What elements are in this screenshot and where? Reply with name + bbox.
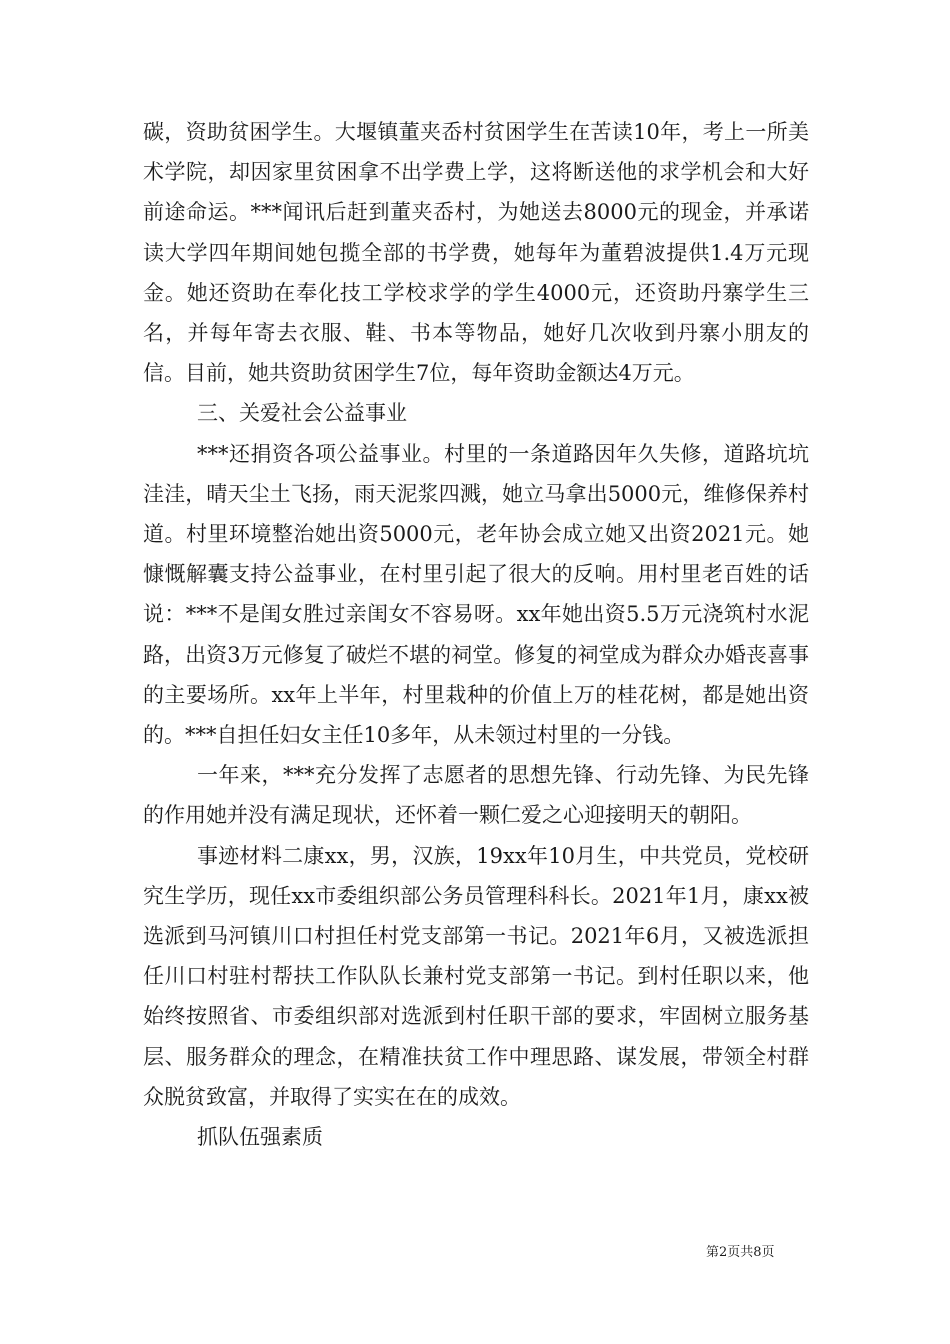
page-number: 第2页共8页 (706, 1245, 775, 1260)
paragraph-summary: 一年来，***充分发挥了志愿者的思想先锋、行动先锋、为民先锋的作用她并没有满足现状，还怀着一颗仁爱之心迎接明天的朝阳。 (143, 763, 809, 828)
paragraph-material-two: 事迹材料二康xx，男，汉族，19xx年10月生，中共党员，党校研究生学历，现任xx市委组织部公务员管理科科长。2021年1月，康xx被选派到马河镇川口村担任村党支部第一书记。2021年6月，又被选派担任川口村驻村帮扶工作队队长兼村党支部第一书记。到村任职以来，他始终按照省、市委组织部对选派到村任职干部的要求，牢固树立服务基层、服务群众的理念，在精准扶贫工作中理思路、谋发展，带领全村群众脱贫致富，并取得了实实在在的成效。 (143, 843, 809, 1109)
document-body (143, 112, 809, 1157)
section-heading-public-welfare: 三、关爱社会公益事业 (197, 401, 407, 426)
paragraph-public-welfare: ***还捐资各项公益事业。村里的一条道路因年久失修，道路坑坑洼洼，晴天尘土飞扬，雨天泥浆四溅，她立马拿出5000元，维修保养村道。村里环境整治她出资5000元，老年协会成立她又出资2021元。她慷慨解囊支持公益事业，在村里引起了很大的反响。用村里老百姓的话说：***不是闺女胜过亲闺女不容易呀。xx年她出资5.5万元浇筑村水泥路，出资3万元修复了破烂不堪的祠堂。修复的祠堂成为群众办婚丧喜事的主要场所。xx年上半年，村里栽种的价值上万的桂花树，都是她出资的。***自担任妇女主任10多年，从未领过村里的一分钱。 (143, 441, 809, 748)
section-heading-team-building: 抓队伍强素质 (197, 1125, 323, 1150)
paragraph-student-aid: 碳，资助贫困学生。大堰镇董夹岙村贫困学生在苦读10年，考上一所美术学院，却因家里贫困拿不出学费上学，这将断送他的求学机会和大好前途命运。***闻讯后赶到董夹岙村，为她送去8000元的现金，并承诺读大学四年期间她包揽全部的书学费，她每年为董碧波提供1.4万元现金。她还资助在奉化技工学校求学的学生4000元，还资助丹寨学生三名，并每年寄去衣服、鞋、书本等物品，她好几次收到丹寨小朋友的信。目前，她共资助贫困学生7位，每年资助金额达4万元。 (143, 120, 809, 386)
